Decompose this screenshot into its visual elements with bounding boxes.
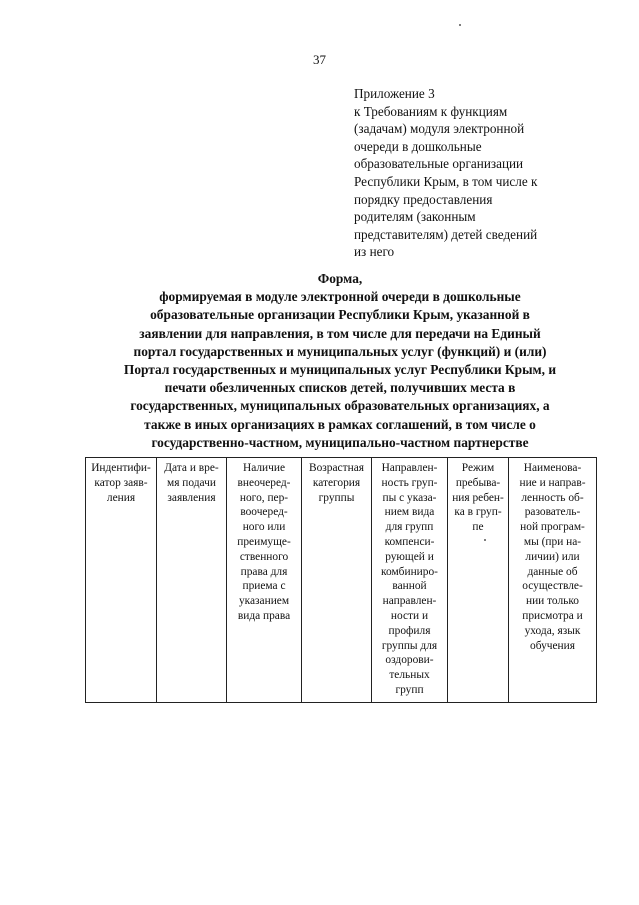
appendix-line: представителям) детей сведений — [354, 226, 538, 242]
column-header-submission-date: Дата и вре- мя подачи заявления — [157, 458, 227, 703]
scan-speck — [459, 24, 461, 26]
form-title-line: портал государственных и муниципальных услуг (функций) и (или) — [133, 343, 547, 359]
form-title-line: формируемая в модуле электронной очереди в дошкольные — [159, 289, 521, 305]
column-header-priority-right: Наличие внеочеред- ного, пер- воочеред- ного или преимуще- ственного права для приема с указанием вида права — [227, 458, 302, 703]
column-header-program-name: Наименова- ние и направ- ленность об- разователь- ной програм- мы (при на- личии) или данные об осуществле- нии только присмотра и ухода, язык обучения — [509, 458, 597, 703]
appendix-line: (задачам) модуля электронной — [354, 121, 525, 137]
appendix-line: порядку предоставления — [354, 191, 493, 207]
appendix-line: родителям (законным — [354, 209, 476, 225]
form-title-line: также в иных организациях в рамках соглашений, в том числе о — [144, 416, 536, 432]
form-title-line: Форма, — [317, 271, 363, 286]
column-header-group-orientation: Направлен- ность груп- пы с указа- нием вида для групп компенси- рующей и комбиниро- ванной направлен- ности и профиля группы для оздорови- тельных групп — [372, 458, 448, 703]
form-title-line: заявлении для направления, в том числе для передачи на Единый — [139, 325, 541, 341]
table-header-row — [86, 458, 597, 703]
form-title-line: печати обезличенных списков детей, получивших места в — [164, 380, 516, 396]
form-title-line: Портал государственных и муниципальных услуг Республики Крым, и — [123, 362, 557, 378]
form-table — [85, 457, 597, 703]
page-number: 37 — [313, 52, 326, 67]
appendix-line: образовательные организации — [354, 156, 524, 172]
column-header-identifier: Индентифи- катор заяв- ления — [86, 458, 157, 703]
form-title-line: государственно-частном, муниципально-частном партнерстве — [151, 434, 529, 450]
form-title-line: образовательные организации Республики Крым, указанной в — [150, 307, 530, 323]
appendix-line: к Требованиям к функциям — [354, 103, 508, 119]
appendix-line: очереди в дошкольные — [354, 138, 482, 154]
column-header-stay-mode: Режим пребыва- ния ребен- ка в груп- пе — [448, 458, 509, 703]
appendix-line: Приложение 3 — [354, 86, 435, 101]
column-header-age-category: Возрастная категория группы — [302, 458, 372, 703]
appendix-note — [354, 85, 594, 261]
form-title-line: государственных, муниципальных образовательных организациях, а — [130, 398, 550, 414]
appendix-line: из него — [354, 244, 395, 260]
scan-speck — [484, 539, 486, 541]
appendix-line: Республики Крым, в том числе к — [354, 173, 538, 189]
form-title — [40, 270, 639, 452]
